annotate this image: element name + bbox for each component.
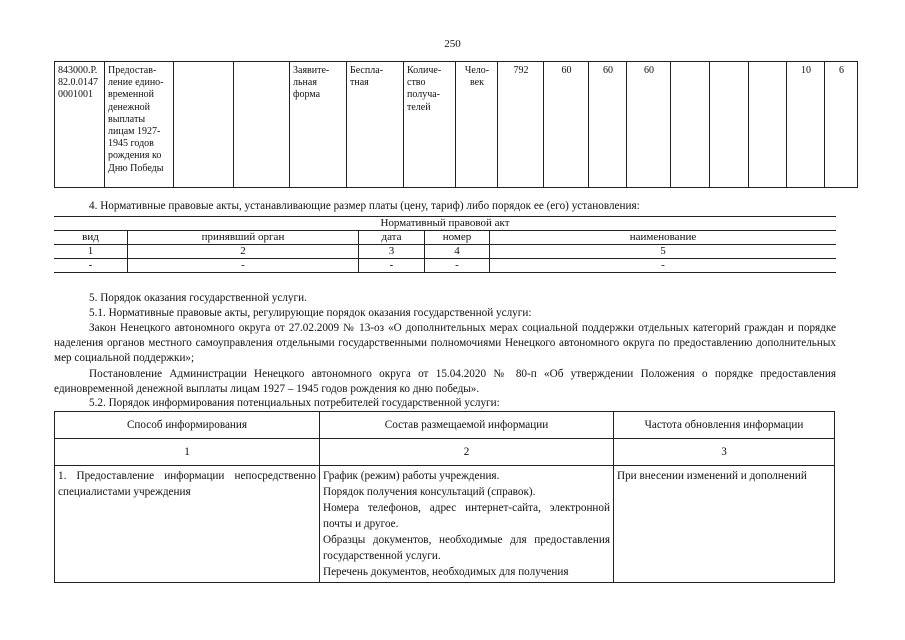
table-row — [55, 466, 835, 583]
column-header: Состав размещаемой информации — [320, 412, 614, 439]
info-method: 1. Предоставление информации непосредственно специалистами учреждения — [55, 466, 320, 583]
info-content-line: График (режим) работы учреждения. — [323, 470, 500, 482]
info-content-line: Порядок получения консультаций (справок). — [323, 486, 536, 498]
info-content-line: Перечень документов, необходимых для получения — [323, 566, 569, 578]
column-header: дата — [359, 231, 425, 245]
unit-name: Чело- век — [456, 62, 498, 188]
service-name: Предостав- ление едино- временной денежной выплаты лицам 1927- 1945 годов рождения ко Дню Победы — [105, 62, 174, 188]
service-code: 843000.Р. 82.0.0147 0001001 — [55, 62, 105, 188]
table-cell: - — [359, 259, 425, 273]
service-payment: Беспла- тная — [347, 62, 404, 188]
empty-cell — [749, 62, 787, 188]
empty-cell — [234, 62, 290, 188]
column-header: Способ информирования — [55, 412, 320, 439]
value-year-3: 60 — [627, 62, 671, 188]
column-number: 5 — [490, 245, 837, 259]
column-header: Частота обновления информации — [614, 412, 835, 439]
empty-cell — [710, 62, 749, 188]
column-number: 4 — [425, 245, 490, 259]
empty-cell — [174, 62, 234, 188]
column-header: номер — [425, 231, 490, 245]
table-caption: Нормативный правовой акт — [54, 217, 836, 231]
info-frequency: При внесении изменений и дополнений — [614, 466, 835, 583]
table-row — [55, 412, 835, 439]
table-row — [55, 439, 835, 466]
information-table — [54, 411, 835, 583]
column-number: 3 — [359, 245, 425, 259]
service-form: Заявите- льная форма — [290, 62, 347, 188]
column-number: 1 — [54, 245, 128, 259]
section-5-title: 5. Порядок оказания государственной услуги. — [89, 292, 307, 304]
table-cell: - — [425, 259, 490, 273]
table-cell: - — [490, 259, 837, 273]
column-number: 2 — [320, 439, 614, 466]
normative-acts-table — [54, 216, 836, 273]
section-5-1-title: 5.1. Нормативные правовые акты, регулирующие порядок оказания государственной услуги: — [89, 307, 532, 319]
table-row — [54, 217, 836, 231]
column-header: принявший орган — [128, 231, 359, 245]
column-header: вид — [54, 231, 128, 245]
info-content — [320, 466, 614, 583]
value-year-2: 60 — [589, 62, 627, 188]
page-number: 250 — [444, 38, 461, 50]
table-cell: - — [128, 259, 359, 273]
info-content-line: Образцы документов, необходимые для предоставления государственной услуги. — [323, 534, 610, 562]
deviation-1: 10 — [787, 62, 825, 188]
value-year-1: 60 — [544, 62, 589, 188]
section-5-2-title: 5.2. Порядок информирования потенциальных потребителей государственной услуги: — [89, 397, 500, 409]
law-paragraph-2: Постановление Администрации Ненецкого автономного округа от 15.04.2020 № 80-п «Об утверждении Положения о порядке предоставления единовременной денежной выплаты лицам 1927 – 1945 годов рождения ко дню победы». — [54, 368, 836, 395]
section-4-title: 4. Нормативные правовые акты, устанавливающие размер платы (цену, тариф) либо порядок ее (его) установления: — [89, 200, 640, 212]
table-row — [54, 259, 836, 273]
table-cell: - — [54, 259, 128, 273]
service-volume-table — [54, 61, 858, 188]
table-row — [54, 245, 836, 259]
column-number: 1 — [55, 439, 320, 466]
info-content-line: Номера телефонов, адрес интернет-сайта, электронной почты и другое. — [323, 502, 610, 530]
column-number: 2 — [128, 245, 359, 259]
column-header: наименование — [490, 231, 837, 245]
column-number: 3 — [614, 439, 835, 466]
table-row — [55, 62, 858, 188]
empty-cell — [671, 62, 710, 188]
table-row — [54, 231, 836, 245]
indicator-name: Количе- ство получа- телей — [404, 62, 456, 188]
law-paragraph-1: Закон Ненецкого автономного округа от 27.02.2009 № 13-оз «О дополнительных мерах социальной поддержки отдельных категорий граждан и порядке наделения органов местного самоуправления отдельными государственными полномочиями Ненецкого автономного округа по предоставлению дополнительных мер социальной поддержки»; — [54, 322, 836, 364]
okei-code: 792 — [498, 62, 544, 188]
deviation-2: 6 — [825, 62, 858, 188]
